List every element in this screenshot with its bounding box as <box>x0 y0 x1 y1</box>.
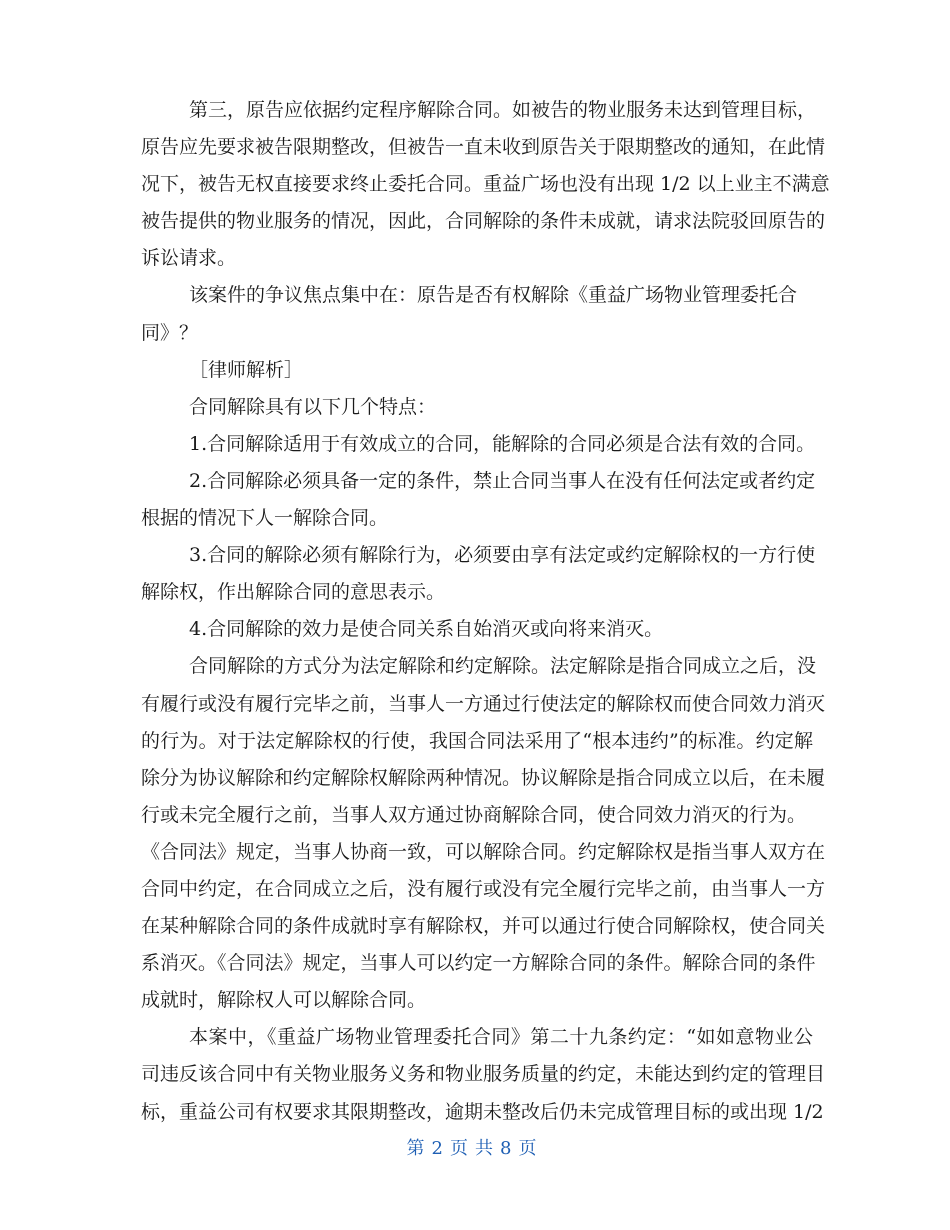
text-line: 系消灭。《合同法》规定，当事人可以约定一方解除合同的条件。解除合同的条件 <box>141 952 816 975</box>
text-line: 3.合同的解除必须有解除行为，必须要由享有法定或约定解除权的一方行使 <box>189 544 816 567</box>
text-line: 2.合同解除必须具备一定的条件，禁止合同当事人在没有任何法定或者约定 <box>189 469 816 492</box>
footer-total-word: 共 <box>475 1138 494 1159</box>
text-line: 诉讼请求。 <box>141 247 237 270</box>
footer-page-word: 页 <box>450 1138 469 1159</box>
text-line: 行或未完全履行之前，当事人双方通过协商解除合同，使合同效力消灭的行为。 <box>141 803 807 826</box>
text-line: 解除权，作出解除合同的意思表示。 <box>141 581 446 604</box>
text-line: ［律师解析］ <box>189 358 304 381</box>
text-line: 除分为协议解除和约定解除权解除两种情况。协议解除是指合同成立以后，在未履 <box>141 766 826 789</box>
text-line: 被告提供的物业服务的情况，因此，合同解除的条件未成就，请求法院驳回原告的 <box>141 210 826 233</box>
text-line: 司违反该合同中有关物业服务义务和物业服务质量的约定，未能达到约定的管理目 <box>141 1063 826 1086</box>
total-page-number: 8 <box>500 1138 513 1159</box>
text-line: 该案件的争议焦点集中在：原告是否有权解除《重益广场物业管理委托合 <box>189 284 798 307</box>
text-line: 1.合同解除适用于有效成立的合同，能解除的合同必须是合法有效的合同。 <box>189 432 816 455</box>
text-line: 本案中，《重益广场物业管理委托合同》第二十九条约定：“如如意物业公 <box>189 1026 813 1049</box>
footer-suffix: 页 <box>518 1138 538 1159</box>
text-line: 《合同法》规定，当事人协商一致，可以解除合同。约定解除权是指当事人双方在 <box>141 840 826 863</box>
text-line: 合同解除的方式分为法定解除和约定解除。法定解除是指合同成立之后，没 <box>189 655 817 678</box>
text-line: 原告应先要求被告限期整改，但被告一直未收到原告关于限期整改的通知，在此情 <box>141 136 826 159</box>
text-line: 同》？ <box>141 321 199 344</box>
document-body <box>141 92 830 1131</box>
current-page-number: 2 <box>431 1138 444 1159</box>
footer-prefix: 第 <box>406 1138 426 1159</box>
page-footer <box>0 1134 950 1160</box>
text-line: 合同中约定，在合同成立之后，没有履行或没有完全履行完毕之前，由当事人一方 <box>141 877 826 900</box>
text-line: 成就时，解除权人可以解除合同。 <box>141 989 427 1012</box>
text-line: 4.合同解除的效力是使合同关系自始消灭或向将来消灭。 <box>189 618 664 641</box>
text-line: 在某种解除合同的条件成就时享有解除权，并可以通过行使合同解除权，使合同关 <box>141 915 826 938</box>
text-line: 根据的情况下人一解除合同。 <box>141 507 389 530</box>
text-line: 第三，原告应依据约定程序解除合同。如被告的物业服务未达到管理目标， <box>189 99 817 121</box>
text-line: 标，重益公司有权要求其限期整改，逾期未整改后仍未完成管理目标的或出现 1/2 <box>141 1100 824 1123</box>
text-line: 合同解除具有以下几个特点： <box>189 395 437 418</box>
text-line: 的行为。对于法定解除权的行使，我国合同法采用了“根本违约”的标准。约定解 <box>141 729 813 752</box>
text-line: 有履行或没有履行完毕之前，当事人一方通过行使法定的解除权而使合同效力消灭 <box>141 692 826 715</box>
text-line: 况下，被告无权直接要求终止委托合同。重益广场也没有出现 1/2 以上业主不满意 <box>141 173 830 196</box>
